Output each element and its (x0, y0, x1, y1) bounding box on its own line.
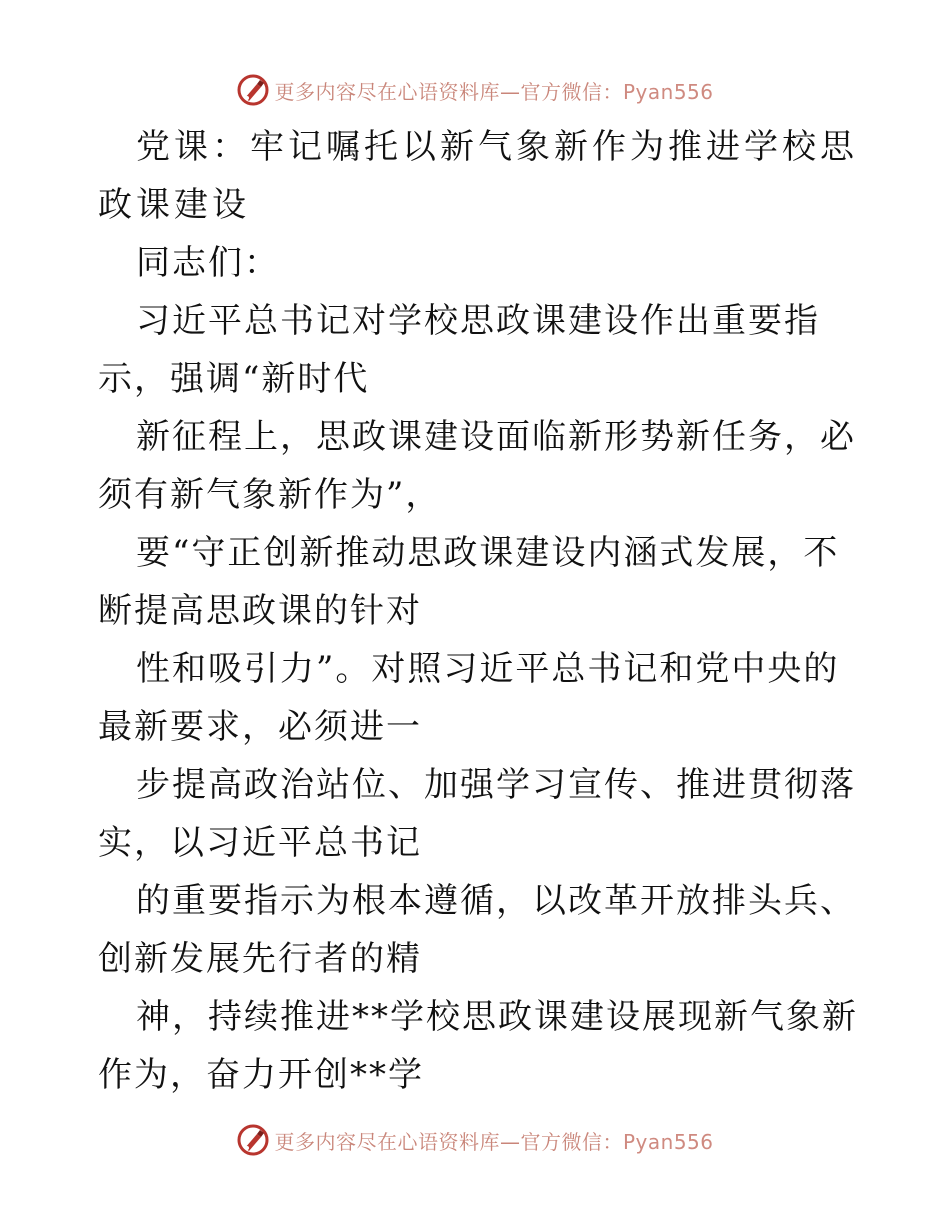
wechat-id: Pyan556 (622, 79, 714, 104)
wechat-id: Pyan556 (622, 1129, 714, 1154)
paragraph: 新征程上，思政课建设面临新形势新任务，必须有新气象新作为”， (98, 417, 856, 515)
footer-watermark (0, 1120, 950, 1160)
paragraph: 同志们： (136, 243, 280, 283)
watermark-text: 更多内容尽在心语资料库—官方微信：Pyan556 (274, 79, 714, 104)
paragraph: 要“守正创新推动思政课建设内涵式发展，不断提高思政课的针对 (98, 533, 840, 631)
paragraph: 习近平总书记对学校思政课建设作出重要指示，强调“新时代 (98, 301, 820, 399)
document-body (98, 118, 858, 1104)
paragraph: 神，持续推进**学校思政课建设展现新气象新作为，奋力开创**学 (98, 997, 858, 1095)
watermark-text: 更多内容尽在心语资料库—官方微信：Pyan556 (274, 1129, 714, 1154)
red-pen-circle-logo-icon (236, 73, 270, 107)
header-watermark (0, 70, 950, 110)
paragraph: 步提高政治站位、加强学习宣传、推进贯彻落实，以习近平总书记 (98, 765, 856, 863)
document-title: 党课：牢记嘱托以新气象新作为推进学校思政课建设 (98, 127, 858, 225)
red-pen-circle-logo-icon (236, 1123, 270, 1157)
paragraph: 性和吸引力”。对照习近平总书记和党中央的最新要求，必须进一 (98, 649, 840, 747)
paragraph: 的重要指示为根本遵循，以改革开放排头兵、创新发展先行者的精 (98, 881, 856, 979)
